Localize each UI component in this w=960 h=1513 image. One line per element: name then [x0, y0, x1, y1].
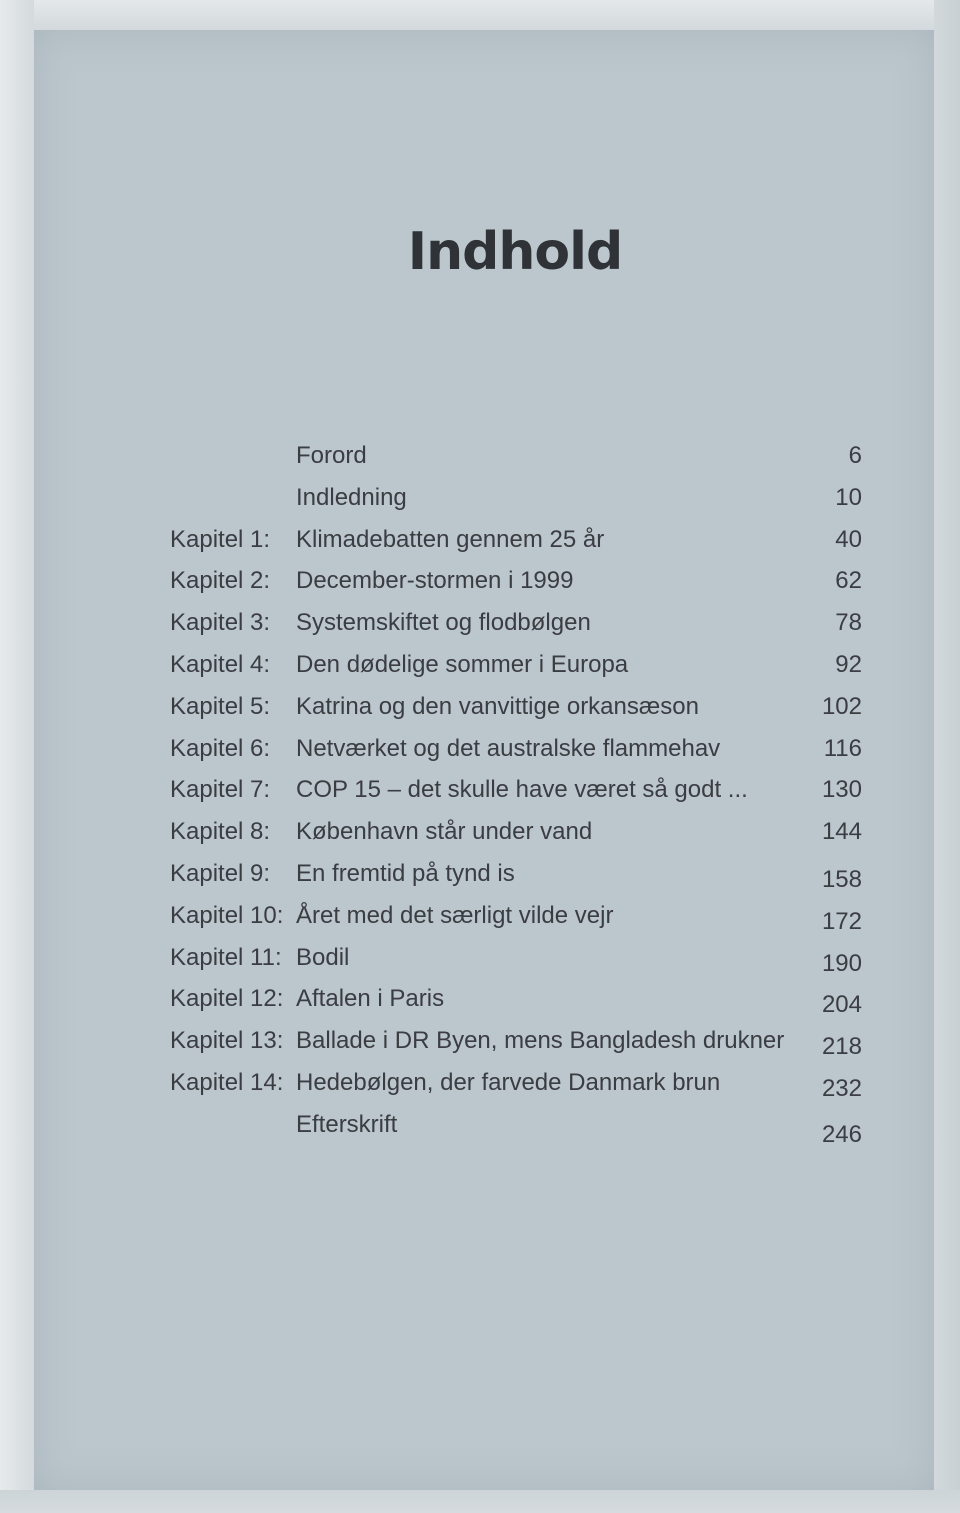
toc-row: [0, 1021, 960, 1063]
toc-chapter-label: Kapitel 14:: [170, 1068, 284, 1096]
toc-row: [0, 729, 960, 771]
toc-row: [0, 812, 960, 854]
toc-row: [0, 854, 960, 896]
toc-page-number: 172: [821, 907, 862, 935]
toc-chapter-label: Kapitel 3:: [170, 609, 271, 637]
toc-chapter-label: Kapitel 1:: [170, 525, 271, 553]
toc-page-number: 158: [821, 865, 862, 893]
toc-row: [0, 1105, 960, 1147]
toc-title: Bodil: [296, 943, 350, 971]
page-title: Indhold: [407, 222, 623, 282]
toc-title: Indledning: [296, 483, 407, 511]
toc-page-number: 62: [835, 567, 862, 595]
toc-title: Efterskrift: [296, 1110, 398, 1138]
toc-chapter-label: Kapitel 2:: [170, 567, 271, 595]
toc-row: [0, 645, 960, 687]
toc-row: [0, 979, 960, 1021]
toc-chapter-label: Kapitel 9:: [170, 859, 271, 887]
toc-page-number: 78: [835, 609, 862, 637]
table-of-contents: [0, 436, 960, 1147]
toc-chapter-label: Kapitel 6:: [170, 734, 271, 762]
toc-title: Den dødelige sommer i Europa: [296, 650, 629, 678]
toc-page-number: 190: [821, 949, 862, 977]
toc-chapter-label: Kapitel 5:: [170, 692, 271, 720]
toc-row: [0, 603, 960, 645]
toc-title: Katrina og den vanvittige orkansæson: [296, 692, 699, 720]
toc-row: [0, 561, 960, 603]
toc-title: December-stormen i 1999: [296, 567, 574, 595]
toc-chapter-label: Kapitel 13:: [170, 1027, 284, 1055]
toc-page-number: 232: [821, 1074, 862, 1102]
toc-row: [0, 1063, 960, 1105]
toc-chapter-label: Kapitel 4:: [170, 650, 271, 678]
toc-row: [0, 520, 960, 562]
toc-row: [0, 770, 960, 812]
toc-chapter-label: Kapitel 8:: [170, 818, 271, 846]
toc-title: Aftalen i Paris: [296, 985, 445, 1013]
toc-title: COP 15 – det skulle have været så godt ...: [296, 776, 748, 804]
toc-title: Hedebølgen, der farvede Danmark brun: [296, 1068, 721, 1096]
page-edge-top: [0, 0, 960, 30]
toc-row: [0, 938, 960, 980]
toc-chapter-label: Kapitel 10:: [170, 901, 284, 929]
toc-page-number: 6: [848, 442, 862, 469]
toc-row: [0, 687, 960, 729]
toc-title: En fremtid på tynd is: [296, 859, 515, 887]
toc-row: [0, 896, 960, 938]
toc-title: Klimadebatten gennem 25 år: [296, 525, 605, 553]
page-edge-bottom: [0, 1490, 960, 1513]
toc-page-number: 246: [821, 1120, 862, 1148]
toc-title: København står under vand: [296, 818, 593, 846]
toc-title: Netværket og det australske flammehav: [296, 734, 721, 762]
toc-title: Systemskiftet og flodbølgen: [296, 609, 591, 637]
toc-chapter-label: Kapitel 7:: [170, 776, 271, 804]
toc-page-number: 130: [821, 776, 862, 804]
toc-page-number: 92: [835, 650, 862, 678]
toc-page-number: 116: [823, 734, 862, 762]
toc-chapter-label: Kapitel 12:: [170, 985, 284, 1013]
toc-row: [0, 478, 960, 520]
toc-title: Året med det særligt vilde vejr: [296, 901, 614, 929]
toc-title: Ballade i DR Byen, mens Bangladesh drukner: [296, 1027, 785, 1055]
toc-chapter-label: Kapitel 11:: [170, 943, 282, 971]
toc-page-number: 102: [821, 692, 862, 720]
toc-page-number: 144: [821, 818, 862, 846]
toc-page-number: 10: [835, 483, 862, 511]
toc-row: [0, 436, 960, 478]
toc-page-number: 204: [821, 991, 862, 1019]
toc-page-number: 40: [835, 525, 862, 553]
toc-page-number: 218: [821, 1033, 862, 1061]
toc-title: Forord: [296, 442, 367, 469]
